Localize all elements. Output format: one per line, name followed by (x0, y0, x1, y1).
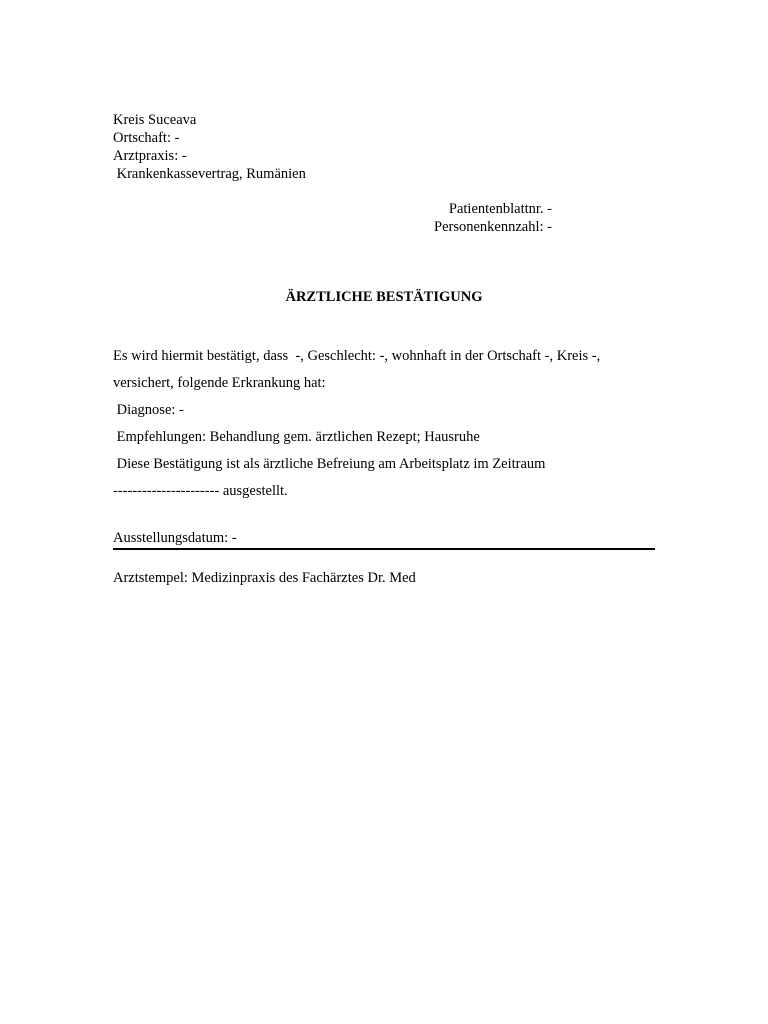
certificate-body (113, 343, 658, 505)
insurance-contract-line: Krankenkassevertrag, Rumänien (113, 166, 306, 182)
document-title: ÄRZTLICHE BESTÄTIGUNG (285, 289, 483, 305)
period-line: ---------------------- ausgestellt. (113, 483, 288, 499)
recommendations-line: Empfehlungen: Behandlung gem. ärztlichen Rezept; Hausruhe (113, 429, 480, 445)
patient-record-number: Patientenblattnr. - (448, 201, 552, 217)
patient-identifiers (400, 200, 552, 236)
county-line: Kreis Suceava (113, 112, 197, 128)
personal-id-number: Personenkennzahl: - (434, 219, 552, 235)
issuer-header (113, 111, 306, 183)
diagnosis-line: Diagnose: - (113, 402, 184, 418)
divider-line (113, 548, 655, 550)
locality-line: Ortschaft: - (113, 130, 180, 146)
issue-date: Ausstellungsdatum: - (113, 530, 237, 546)
practice-line: Arztpraxis: - (113, 148, 187, 164)
confirmation-statement: Es wird hiermit bestätigt, dass -, Geschlecht: -, wohnhaft in der Ortschaft -, Kreis -, (113, 348, 601, 364)
insured-statement: versichert, folgende Erkrankung hat: (113, 375, 326, 391)
exemption-statement: Diese Bestätigung ist als ärztliche Befreiung am Arbeitsplatz im Zeitraum (113, 456, 546, 472)
doctor-stamp: Arztstempel: Medizinpraxis des Fachärztes Dr. Med (113, 570, 416, 586)
